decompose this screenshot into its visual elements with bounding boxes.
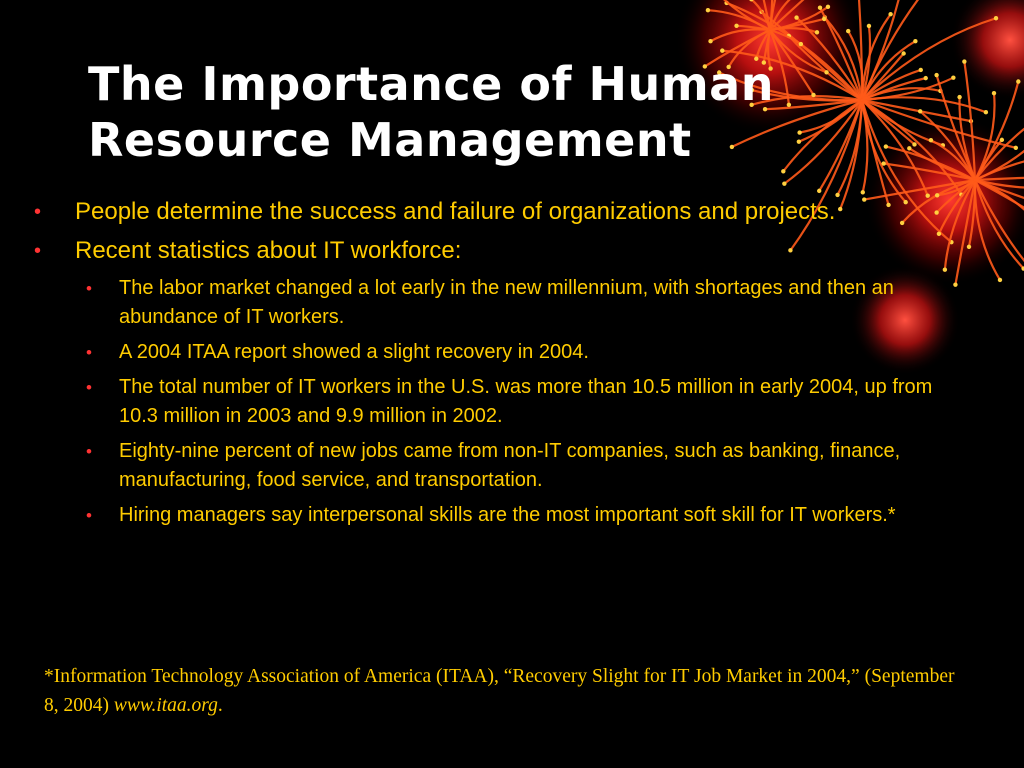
slide-title — [88, 56, 988, 168]
bullet-text: Recent statistics about IT workforce: — [75, 237, 462, 264]
footnote-text: *Information Technology Association of America (ITAA), “Recovery Slight for IT Job Market in 2004,” (September 8, 2004) — [44, 666, 955, 716]
sub-bullet-item — [32, 274, 969, 332]
sub-bullet-text: Eighty-nine percent of new jobs came from non-IT companies, such as banking, finance, manufacturing, food service, and transportation. — [119, 440, 901, 491]
bullet-icon: • — [86, 343, 92, 362]
bullet-icon: • — [86, 442, 92, 461]
bullet-list — [32, 196, 962, 536]
sub-bullet-item — [32, 338, 969, 367]
footnote-link[interactable]: www.itaa.org — [113, 695, 218, 716]
bullet-icon: • — [86, 378, 92, 397]
footnote-end: . — [217, 695, 223, 716]
bullet-icon: • — [34, 201, 42, 223]
sub-bullet-item — [32, 437, 969, 495]
sub-bullet-text: The total number of IT workers in the U.S. was more than 10.5 million in early 2004, up from 10.3 million in 2003 and 9.9 million in 2002. — [119, 376, 933, 427]
sub-bullet-text: A 2004 ITAA report showed a slight recovery in 2004. — [119, 341, 589, 363]
bullet-icon: • — [86, 279, 92, 298]
bullet-icon: • — [34, 240, 42, 262]
slide-title-line-1: The Importance of Human — [88, 57, 774, 111]
bullet-text: People determine the success and failure of organizations and projects. — [75, 198, 836, 225]
footnote — [44, 662, 964, 720]
sub-bullet-text: The labor market changed a lot early in the new millennium, with shortages and then an abundance of IT workers. — [119, 277, 894, 328]
bullet-item — [32, 196, 962, 228]
sub-bullet-item — [32, 501, 969, 530]
slide-title-line-2: Resource Management — [88, 113, 692, 167]
sub-bullet-text: Hiring managers say interpersonal skills are the most important soft skill for IT workers.* — [119, 504, 896, 526]
bullet-item — [32, 235, 962, 267]
bullet-icon: • — [86, 506, 92, 525]
sub-bullet-item — [32, 373, 969, 431]
